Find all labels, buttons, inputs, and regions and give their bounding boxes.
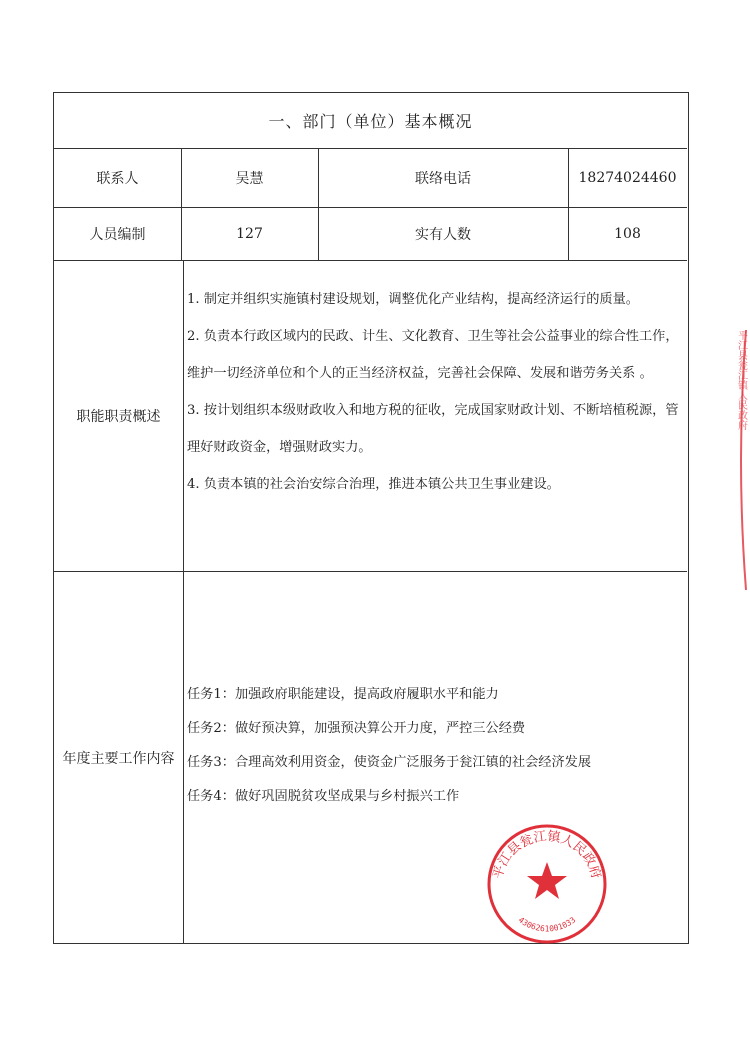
seal-code-text: 4306261001033 [516, 915, 578, 934]
contact-value: 吴慧 [235, 170, 264, 187]
actual-staff-value: 108 [614, 225, 641, 242]
info-table [53, 92, 689, 944]
duty-item: 2. 负责本行政区域内的民政、计生、文化教育、卫生等社会公益事业的综合性工作，维护一切经济单位和个人的正当经济权益，完善社会保障、发展和谐劳务关系 。 [187, 329, 679, 381]
actual-staff-label: 实有人数 [415, 226, 471, 243]
official-seal [485, 822, 609, 946]
edge-seal-fragment [734, 330, 748, 590]
staff-quota-value: 127 [236, 225, 263, 242]
staff-quota-label: 人员编制 [89, 226, 146, 243]
section-title: 一、部门（单位）基本概况 [268, 112, 473, 131]
task-list [187, 678, 591, 814]
table-rule [183, 260, 184, 944]
svg-text:平江县瓮江镇人民政府: 平江县瓮江镇人民政府 [735, 330, 747, 430]
duties-label: 职能职责概述 [76, 408, 161, 425]
phone-value: 18274024460 [578, 169, 677, 186]
task-item: 任务1：加强政府职能建设，提高政府履职水平和能力 [187, 687, 499, 702]
duties-list [187, 281, 687, 503]
task-item: 任务4：做好巩固脱贫攻坚成果与乡村振兴工作 [187, 789, 460, 804]
task-item: 任务3：合理高效利用资金，使资金广泛服务于瓮江镇的社会经济发展 [187, 755, 592, 770]
star-icon [527, 862, 567, 899]
phone-label: 联络电话 [415, 170, 471, 187]
duty-item: 1. 制定并组织实施镇村建设规划，调整优化产业结构，提高经济运行的质量。 [187, 292, 639, 307]
contact-label: 联系人 [96, 170, 139, 187]
duty-item: 3. 按计划组织本级财政收入和地方税的征收，完成国家财政计划、不断培植税源，管理好财政资金，增强财政实力。 [187, 403, 679, 455]
duty-item: 4. 负责本镇的社会治安综合治理，推进本镇公共卫生事业建设。 [187, 477, 560, 492]
task-item: 任务2：做好预决算，加强预决算公开力度，严控三公经费 [187, 721, 526, 736]
annual-work-label: 年度主要工作内容 [62, 750, 175, 767]
seal-name-text: 平江县瓮江镇人民政府 [490, 829, 604, 881]
